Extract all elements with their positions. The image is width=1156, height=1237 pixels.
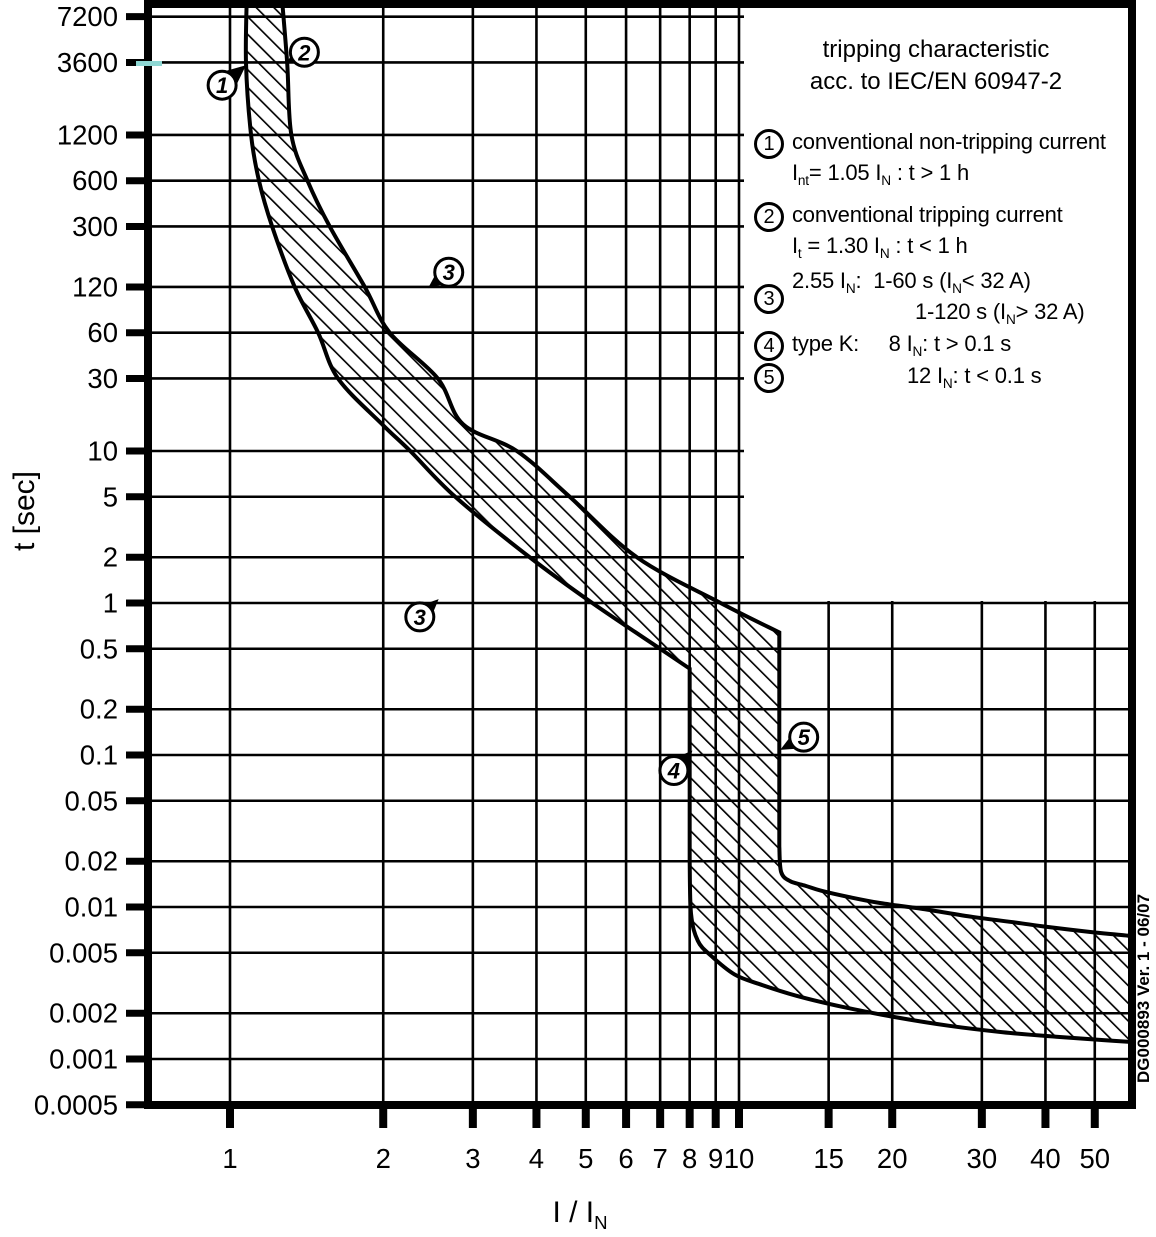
legend-item-lines: [792, 202, 1128, 264]
x-tick-label: 1: [222, 1143, 238, 1174]
y-tick-label: 1200: [56, 119, 118, 151]
y-tick-label: 1: [102, 587, 118, 619]
callout-number: 3: [442, 260, 455, 286]
legend-item-number-circle: 3: [754, 284, 784, 314]
y-tick-label: 0.002: [49, 997, 118, 1029]
y-tick-label: 0.5: [79, 633, 118, 665]
subscript: N: [845, 281, 856, 297]
legend-item-1: [744, 129, 1128, 191]
legend-box: [744, 8, 1128, 601]
legend-item-lines: [792, 331, 1128, 362]
x-tick-label: 15: [813, 1143, 844, 1174]
x-tick-label: 20: [876, 1143, 908, 1174]
x-tick-label: 8: [682, 1143, 698, 1174]
subscript: N: [912, 344, 923, 360]
x-axis-title: I / $I_N$: [552, 1196, 608, 1234]
legend-title-line2: acc. to IEC/EN 60947-2: [809, 68, 1063, 95]
x-tick-label: 10: [723, 1143, 755, 1174]
legend-item-lines: [792, 363, 1128, 394]
x-tick-label: 7: [652, 1143, 668, 1174]
legend-item-number-circle: 2: [754, 202, 784, 232]
legend-item-text: type K: 8 $I_N$: t > 0.1 s: [792, 331, 1012, 360]
y-tick-label: 0.01: [64, 891, 118, 923]
legend-item-3: [744, 268, 1128, 330]
y-tick-label: 10: [87, 435, 118, 467]
legend-item-text: $I_t = 1.30$ $I_N$ : t < 1 h: [792, 233, 968, 262]
legend-item-number-circle: 1: [754, 129, 784, 159]
callout-5: [780, 723, 817, 751]
y-tick-label: 0.001: [49, 1043, 118, 1075]
y-tick-label: 300: [72, 210, 118, 242]
legend-item-lines: [792, 129, 1128, 191]
legend-item-number-circle: 5: [754, 363, 784, 393]
x-tick-label: 5: [578, 1143, 594, 1174]
callout-number: 4: [667, 758, 681, 784]
legend-item-text: 2.55 $I_N$: 1-60 s ($I_N< 32$ A): [792, 268, 1031, 297]
y-tick-label: 30: [87, 362, 118, 394]
subscript: N: [881, 173, 891, 189]
legend-item-number-circle: 4: [754, 331, 784, 361]
scan-artifact-dash: [136, 61, 162, 66]
x-tick-label: 9: [708, 1143, 724, 1174]
y-tick-label: 5: [102, 481, 118, 513]
legend-item-text: conventional non-tripping current: [792, 129, 1106, 154]
subscript: N: [1005, 312, 1016, 328]
subscript: N: [942, 376, 953, 392]
callout-1: [208, 65, 246, 99]
document-code: DG000893 Ver. 1 - 06/07: [1134, 893, 1153, 1083]
callout-number: 3: [413, 604, 426, 630]
x-tick-label: 30: [966, 1143, 998, 1174]
x-tick-label: 3: [465, 1143, 481, 1174]
y-tick-label: 3600: [56, 46, 118, 78]
x-tick-label: 4: [528, 1143, 545, 1174]
y-tick-label: 0.05: [64, 785, 118, 817]
y-tick-label: 0.02: [64, 845, 118, 877]
legend-item-4: [744, 331, 1128, 362]
y-tick-label: 7200: [56, 1, 118, 33]
y-tick-label: 0.1: [79, 739, 118, 771]
legend-item-lines: [792, 268, 1128, 330]
y-tick-label: 2: [102, 541, 118, 573]
y-tick-label: 0.2: [79, 693, 118, 725]
subscript: nt: [797, 173, 809, 189]
y-tick-label: 0.0005: [33, 1089, 118, 1121]
callout-number: 1: [215, 73, 229, 99]
subscript: N: [879, 246, 890, 262]
legend-title-line1: tripping characteristic: [822, 36, 1050, 63]
callout-number: 5: [797, 725, 810, 751]
subscript: t: [797, 246, 802, 262]
y-tick-label: 0.005: [49, 937, 118, 969]
callout-number: 2: [298, 40, 311, 66]
x-tick-label: 2: [375, 1143, 391, 1174]
x-tick-label: 50: [1079, 1143, 1111, 1174]
legend-item-text: 12 $I_N$: t < 0.1 s: [907, 363, 1042, 392]
x-tick-label: 40: [1030, 1143, 1061, 1174]
y-tick-label: 60: [87, 317, 118, 349]
y-tick-label: 600: [72, 165, 118, 197]
y-tick-label: 120: [72, 271, 118, 303]
x-tick-label: 6: [618, 1143, 634, 1174]
subscript: N: [952, 281, 962, 297]
legend-item-5: [744, 363, 1128, 394]
subscript: N: [594, 1212, 608, 1234]
legend-item-text: conventional tripping current: [792, 202, 1063, 227]
legend-item-text: 1-120 s ($I_N> 32$ A): [915, 299, 1085, 328]
legend-item-text: $I_{nt}= 1.05$ $I_N$ : t > 1 h: [792, 160, 970, 189]
y-axis-title: t [sec]: [8, 470, 41, 552]
legend-item-2: [744, 202, 1128, 264]
callout-3: [428, 258, 463, 288]
